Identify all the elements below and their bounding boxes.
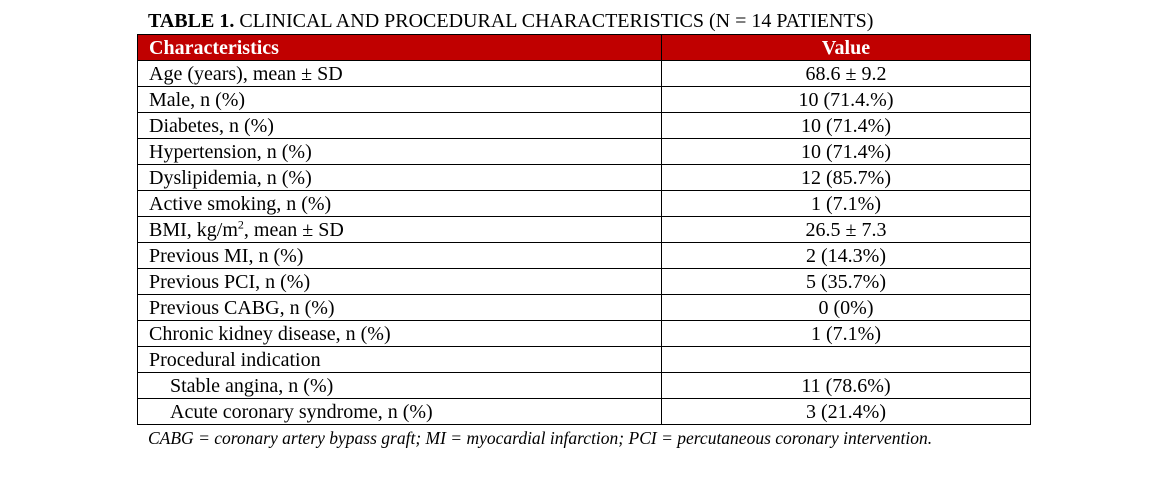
row-value bbox=[662, 347, 1031, 373]
row-value: 10 (71.4%) bbox=[662, 139, 1031, 165]
row-label: Previous CABG, n (%) bbox=[138, 295, 662, 321]
characteristics-table-block bbox=[137, 8, 1030, 449]
row-value: 5 (35.7%) bbox=[662, 269, 1031, 295]
table-row bbox=[138, 191, 1031, 217]
bmi-label-post: , mean ± SD bbox=[243, 218, 344, 241]
table-row-group-heading bbox=[138, 347, 1031, 373]
row-value: 0 (0%) bbox=[662, 295, 1031, 321]
table-caption-text: CLINICAL AND PROCEDURAL CHARACTERISTICS (N = 14 PATIENTS) bbox=[234, 10, 874, 32]
row-label-bmi bbox=[138, 217, 662, 243]
row-label: Male, n (%) bbox=[138, 87, 662, 113]
row-value: 12 (85.7%) bbox=[662, 165, 1031, 191]
characteristics-table bbox=[137, 34, 1031, 425]
table-row bbox=[138, 61, 1031, 87]
table-row bbox=[138, 139, 1031, 165]
table-row bbox=[138, 243, 1031, 269]
table-caption bbox=[137, 8, 1030, 34]
table-header-row bbox=[138, 35, 1031, 61]
header-characteristics: Characteristics bbox=[138, 35, 662, 61]
table-row bbox=[138, 87, 1031, 113]
row-label: Stable angina, n (%) bbox=[138, 373, 662, 399]
row-label: Age (years), mean ± SD bbox=[138, 61, 662, 87]
row-value: 68.6 ± 9.2 bbox=[662, 61, 1031, 87]
row-value: 10 (71.4%) bbox=[662, 113, 1031, 139]
row-label: Active smoking, n (%) bbox=[138, 191, 662, 217]
table-footnote: CABG = coronary artery bypass graft; MI = myocardial infarction; PCI = percutaneous coronary intervention. bbox=[148, 428, 933, 448]
row-label: Acute coronary syndrome, n (%) bbox=[138, 399, 662, 425]
table-row bbox=[138, 113, 1031, 139]
bmi-label-pre: BMI, kg/m bbox=[149, 218, 238, 241]
row-value: 26.5 ± 7.3 bbox=[662, 217, 1031, 243]
row-value: 2 (14.3%) bbox=[662, 243, 1031, 269]
row-value: 1 (7.1%) bbox=[662, 191, 1031, 217]
table-row-sub bbox=[138, 399, 1031, 425]
row-label: Dyslipidemia, n (%) bbox=[138, 165, 662, 191]
header-value: Value bbox=[662, 35, 1031, 61]
row-label: Previous PCI, n (%) bbox=[138, 269, 662, 295]
table-row bbox=[138, 321, 1031, 347]
row-label: Procedural indication bbox=[138, 347, 662, 373]
row-label: Chronic kidney disease, n (%) bbox=[138, 321, 662, 347]
row-label: Hypertension, n (%) bbox=[138, 139, 662, 165]
table-row-sub bbox=[138, 373, 1031, 399]
row-value: 10 (71.4.%) bbox=[662, 87, 1031, 113]
row-value: 11 (78.6%) bbox=[662, 373, 1031, 399]
table-row bbox=[138, 269, 1031, 295]
row-label: Diabetes, n (%) bbox=[138, 113, 662, 139]
table-row bbox=[138, 295, 1031, 321]
bmi-label-sup: 2 bbox=[237, 216, 244, 231]
table-row bbox=[138, 165, 1031, 191]
table-row bbox=[138, 217, 1031, 243]
row-label: Previous MI, n (%) bbox=[138, 243, 662, 269]
table-caption-label: TABLE 1. bbox=[148, 10, 235, 32]
row-value: 3 (21.4%) bbox=[662, 399, 1031, 425]
row-value: 1 (7.1%) bbox=[662, 321, 1031, 347]
